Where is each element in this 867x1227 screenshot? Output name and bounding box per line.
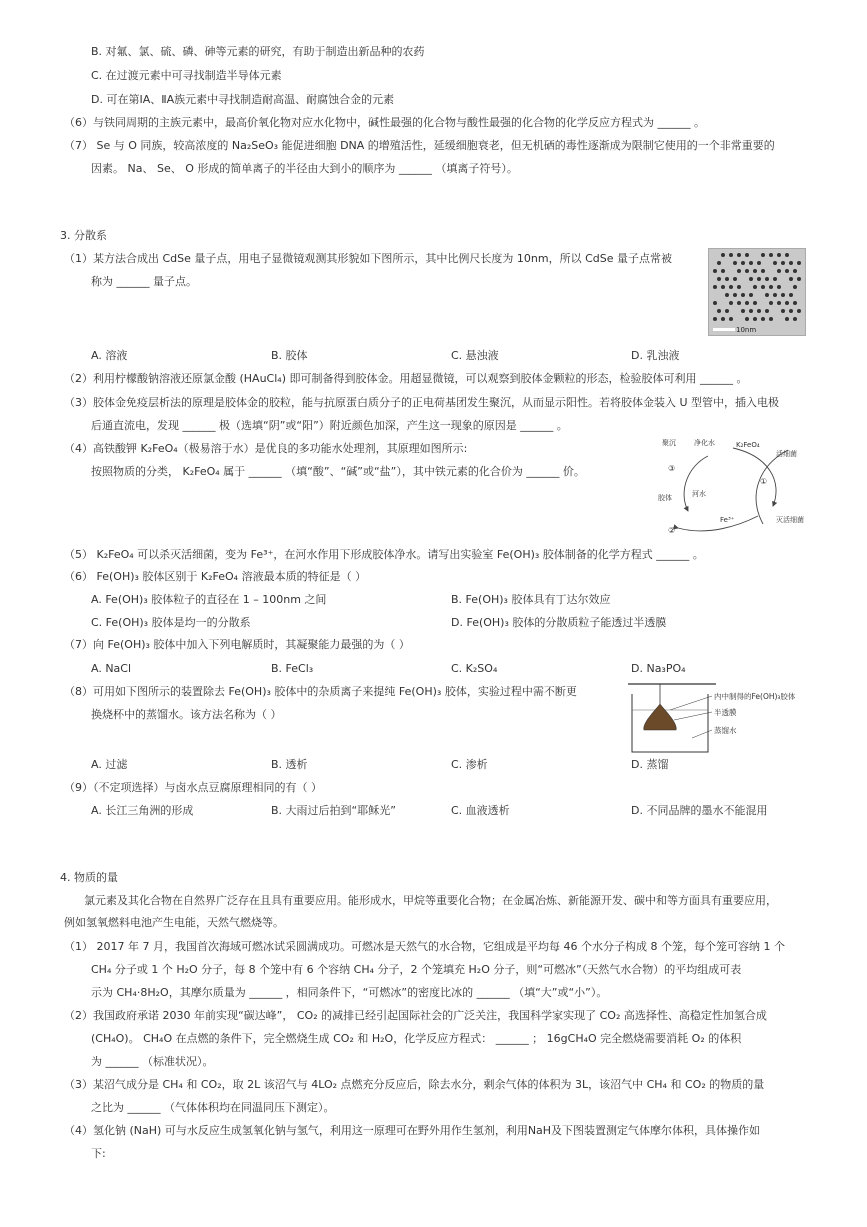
quantum-dot (733, 261, 737, 265)
s4-question-2-line1: （2）我国政府承诺 2030 年前实现“碳达峰”， CO₂ 的减排已经引起国际社会的广泛关注，我国科学家实现了 CO₂ 高选择性、高稳定性加氢合成 (64, 1009, 767, 1022)
quantum-dot (721, 269, 725, 273)
quantum-dot (789, 261, 793, 265)
quantum-dot (785, 317, 789, 321)
s3-question-6: （6） Fe(OH)₃ 胶体区别于 K₂FeO₄ 溶液最本质的特征是（ ） (64, 570, 367, 583)
option-c: C. 在过渡元素中可寻找制造半导体元素 (91, 69, 282, 82)
quantum-dot (781, 293, 785, 297)
quantum-dot-micrograph (708, 248, 806, 336)
quantum-dot (721, 253, 725, 257)
quantum-dot (737, 301, 741, 305)
quantum-dot (745, 253, 749, 257)
quantum-dot (765, 309, 769, 313)
membrane-bag (644, 704, 677, 730)
quantum-dot (777, 253, 781, 257)
s3-q7-option-c: C. K₂SO₄ (451, 662, 498, 675)
quantum-dot (713, 285, 717, 289)
s4-question-3-line2: 之比为 ______ （气体体积均在同温同压下测定）。 (91, 1101, 335, 1114)
s3-q9-option-d: D. 不同品牌的墨水不能混用 (631, 804, 768, 817)
quantum-dot (781, 309, 785, 313)
s3-q8-option-c: C. 渗析 (451, 758, 488, 771)
label-river-water: 河水 (692, 490, 706, 498)
quantum-dot (765, 293, 769, 297)
arc-2 (678, 516, 758, 531)
s4-question-1-line3: 示为 CH₄·8H₂O，其摩尔质量为 ______ ，相同条件下，“可燃冰”的密度比冰的 ______ （填“大”或“小”）。 (91, 986, 608, 999)
s3-q1-option-c: C. 悬浊液 (451, 349, 499, 362)
quantum-dot (737, 269, 741, 273)
label-colloid: 内中制得的Fe(OH)₃胶体 (714, 692, 796, 701)
question-7-line1: （7） Se 与 O 同族，较高浓度的 Na₂SeO₃ 能促进细胞 DNA 的增殖活性，延缓细胞衰老，但无机硒的毒性逐渐成为限制它使用的一个非常重要的 (64, 139, 775, 152)
s3-q9-option-c: C. 血液透析 (451, 804, 510, 817)
quantum-dot (793, 285, 797, 289)
question-7-line2: 因素。 Na、 Se、 O 形成的简单离子的半径由大到小的顺序为 ______ （填离子符号）。 (91, 162, 518, 175)
label-k2feo4: K₂FeO₄ (736, 441, 760, 449)
quantum-dot (717, 261, 721, 265)
quantum-dot (737, 253, 741, 257)
label-membrane: 半透膜 (714, 708, 737, 717)
s3-q9-option-a: A. 长江三角洲的形成 (91, 804, 194, 817)
quantum-dot (729, 253, 733, 257)
s4-question-4-line1: （4）氢化钠 (NaH) 可与水反应生成氢氧化钠与氢气，利用这一原理可在野外用作生氢剂，利用NaH及下图装置测定气体摩尔体积，具体操作如 (64, 1124, 761, 1137)
quantum-dot (753, 317, 757, 321)
quantum-dot (729, 301, 733, 305)
label-dead-bacteria: 灭活细菌 (776, 516, 804, 524)
s3-q7-option-a: A. NaCl (91, 662, 132, 675)
s3-question-2: （2）利用柠檬酸钠溶液还原氯金酸 (HAuCl₄) 即可制备得到胶体金。用超显微镜，可以观察到胶体金颗粒的形态，检验胶体可利用 ______ 。 (64, 372, 748, 385)
quantum-dot (717, 309, 721, 313)
label-colloid: 胶体 (658, 494, 672, 502)
quantum-dot (769, 301, 773, 305)
s3-question-8-line1: （8）可用如下图所示的装置除去 Fe(OH)₃ 胶体中的杂质离子来提纯 Fe(OH)₃ 胶体，实验过程中需不断更 (64, 685, 577, 698)
section-4-title: 4. 物质的量 (60, 871, 118, 884)
quantum-dot (781, 261, 785, 265)
quantum-dot (737, 285, 741, 289)
quantum-dot (741, 261, 745, 265)
quantum-dot (729, 285, 733, 289)
quantum-dot (713, 301, 717, 305)
s3-q6-option-a: A. Fe(OH)₃ 胶体粒子的直径在 1 – 100nm 之间 (91, 593, 327, 606)
quantum-dot (761, 269, 765, 273)
quantum-dot (789, 277, 793, 281)
quantum-dot (793, 269, 797, 273)
quantum-dot (769, 253, 773, 257)
quantum-dot (741, 293, 745, 297)
s3-question-9: （9）（不定项选择）与卤水点豆腐原理相同的有（ ） (64, 781, 322, 794)
quantum-dot (773, 277, 777, 281)
quantum-dot (745, 269, 749, 273)
s3-question-3-line1: （3）胶体金免疫层析法的原理是胶体金的胶粒，能与抗原蛋白质分子的正电荷基团发生聚沉，从而显示阳性。若将胶体金装入 U 型管中，插入电极 (64, 396, 780, 409)
label-settle: 聚沉 (662, 439, 676, 447)
quantum-dot (753, 269, 757, 273)
quantum-dot (789, 309, 793, 313)
quantum-dot (769, 317, 773, 321)
s4-question-4-line2: 下: (91, 1147, 106, 1160)
quantum-dot (749, 261, 753, 265)
quantum-dot (797, 309, 801, 313)
s3-q6-option-c: C. Fe(OH)₃ 胶体是均一的分散系 (91, 616, 251, 629)
label-step-3: ③ (668, 464, 676, 473)
s4-intro-line2: 例如氢氧燃料电池产生电能，天然气燃烧等。 (64, 916, 284, 929)
dialysis-beaker-diagram (612, 680, 848, 756)
quantum-dot (757, 309, 761, 313)
arc-1 (733, 448, 776, 506)
quantum-dot (749, 293, 753, 297)
quantum-dot (769, 285, 773, 289)
label-clean-water: 净化水 (694, 439, 715, 447)
quantum-dot (773, 261, 777, 265)
s4-question-1-line2: CH₄ 分子或 1 个 H₂O 分子，每 8 个笼中有 6 个容纳 CH₄ 分子，2 个笼填充 H₂O 分子，则“可燃冰”（天然气水合物）的平均组成可表 (91, 963, 742, 976)
quantum-dot (753, 301, 757, 305)
quantum-dot (785, 301, 789, 305)
s4-intro-line1: 氯元素及其化合物在自然界广泛存在且具有重要应用。能形成水，甲烷等重要化合物；在金属冶炼、新能源开发、碳中和等方面具有重要应用， (84, 894, 777, 907)
s3-question-3-line2: 后通直流电，发现 ______ 极（选填“阴”或“阳”）附近颜色加深，产生这一现象的原因是 ______ 。 (91, 419, 568, 432)
s3-question-4-line1: （4）高铁酸钾 K₂FeO₄（极易溶于水）是优良的多功能水处理剂，其原理如图所示: (64, 442, 468, 455)
label-distilled-water: 蒸馏水 (714, 726, 737, 735)
s3-q8-option-b: B. 透析 (271, 758, 308, 771)
quantum-dot (761, 317, 765, 321)
quantum-dot (797, 277, 801, 281)
quantum-dot (725, 293, 729, 297)
label-active-bacteria: 活细菌 (776, 450, 797, 458)
quantum-dot (761, 285, 765, 289)
s3-q8-option-a: A. 过滤 (91, 758, 128, 771)
quantum-dot (745, 301, 749, 305)
quantum-dot (733, 277, 737, 281)
quantum-dot (785, 253, 789, 257)
quantum-dot (745, 317, 749, 321)
k2feo4-cycle-diagram (648, 436, 816, 536)
s3-q9-option-b: B. 大雨过后拍到“耶稣光” (271, 804, 396, 817)
s3-q1-option-b: B. 胶体 (271, 349, 308, 362)
s3-question-5: （5） K₂FeO₄ 可以杀灭活细菌，变为 Fe³⁺，在河水作用下形成胶体净水。请写出实验室 Fe(OH)₃ 胶体制备的化学方程式 ______ 。 (64, 548, 704, 561)
quantum-dot (793, 301, 797, 305)
quantum-dot (797, 261, 801, 265)
quantum-dot (777, 269, 781, 273)
quantum-dot (753, 285, 757, 289)
quantum-dot (717, 277, 721, 281)
quantum-dot (793, 317, 797, 321)
s4-question-1-line1: （1） 2017 年 7 月，我国首次海域可燃冰试采圆满成功。可燃冰是天然气的水合物，它组成是平均每 46 个水分子构成 8 个笼，每个笼可容纳 1 个 (64, 940, 785, 953)
arc-3 (684, 456, 708, 511)
quantum-dot (733, 293, 737, 297)
label-fe3: Fe³⁺ (720, 516, 735, 524)
label-step-1: ① (760, 477, 768, 486)
s4-question-3-line1: （3）某沼气成分是 CH₄ 和 CO₂，取 2L 该沼气与 4LO₂ 点燃充分反应后，除去水分，剩余气体的体积为 3L，该沼气中 CH₄ 和 CO₂ 的物质的量 (64, 1078, 765, 1091)
s3-q8-option-d: D. 蒸馏 (631, 758, 669, 771)
s3-question-1-line1: （1）某方法合成出 CdSe 量子点，用电子显微镜观测其形貌如下图所示，其中比例尺长度为 10nm，所以 CdSe 量子点常被 (64, 252, 672, 265)
quantum-dot (789, 293, 793, 297)
scale-bar (713, 328, 735, 331)
s4-question-2-line3: 为 ______ （标准状况）。 (91, 1055, 214, 1068)
s3-q1-option-d: D. 乳浊液 (631, 349, 680, 362)
quantum-dot (725, 309, 729, 313)
option-b: B. 对氟、氯、硫、磷、砷等元素的研究，有助于制造出新品种的农药 (91, 45, 425, 58)
question-6: （6）与铁同周期的主族元素中，最高价氧化物对应水化物中，碱性最强的化合物与酸性最强的化合物的化学反应方程式为 ______ 。 (64, 116, 705, 129)
quantum-dot (777, 301, 781, 305)
quantum-dot (749, 277, 753, 281)
label-step-2: ② (668, 526, 676, 535)
s3-question-4-line2: 按照物质的分类， K₂FeO₄ 属于 ______ （填“酸”、“碱”或“盐”），其中铁元素的化合价为 ______ 价。 (91, 465, 585, 478)
quantum-dot (757, 277, 761, 281)
s3-q7-option-d: D. Na₃PO₄ (631, 662, 686, 675)
s3-q7-option-b: B. FeCl₃ (271, 662, 314, 675)
s3-q6-option-d: D. Fe(OH)₃ 胶体的分散质粒子能透过半透膜 (451, 616, 667, 629)
quantum-dot (761, 253, 765, 257)
scale-label: 10nm (736, 326, 757, 334)
quantum-dot (777, 285, 781, 289)
s3-q1-option-a: A. 溶液 (91, 349, 128, 362)
s3-q6-option-b: B. Fe(OH)₃ 胶体具有丁达尔效应 (451, 593, 611, 606)
s4-question-2-line2: (CH₄O)。 CH₄O 在点燃的条件下，完全燃烧生成 CO₂ 和 H₂O，化学反应方程式： ______ ； 16gCH₄O 完全燃烧需要消耗 O₂ 的体积 (91, 1032, 742, 1045)
quantum-dot (721, 285, 725, 289)
quantum-dot (757, 261, 761, 265)
quantum-dot (713, 269, 717, 273)
quantum-dot (721, 317, 725, 321)
quantum-dot (773, 293, 777, 297)
quantum-dot (713, 317, 717, 321)
quantum-dot (729, 317, 733, 321)
quantum-dot (765, 277, 769, 281)
option-d: D. 可在第ⅠA、ⅡA族元素中寻找制造耐高温、耐腐蚀合金的元素 (91, 93, 395, 106)
quantum-dot (749, 309, 753, 313)
s3-question-1-line2: 称为 ______ 量子点。 (91, 275, 197, 288)
quantum-dot (785, 269, 789, 273)
s3-question-7: （7）向 Fe(OH)₃ 胶体中加入下列电解质时，其凝聚能力最强的为（ ） (64, 638, 410, 651)
quantum-dot (741, 309, 745, 313)
s3-question-8-line2: 换烧杯中的蒸馏水。该方法名称为（ ） (91, 708, 282, 721)
section-3-title: 3. 分散系 (60, 229, 107, 242)
quantum-dot (725, 277, 729, 281)
